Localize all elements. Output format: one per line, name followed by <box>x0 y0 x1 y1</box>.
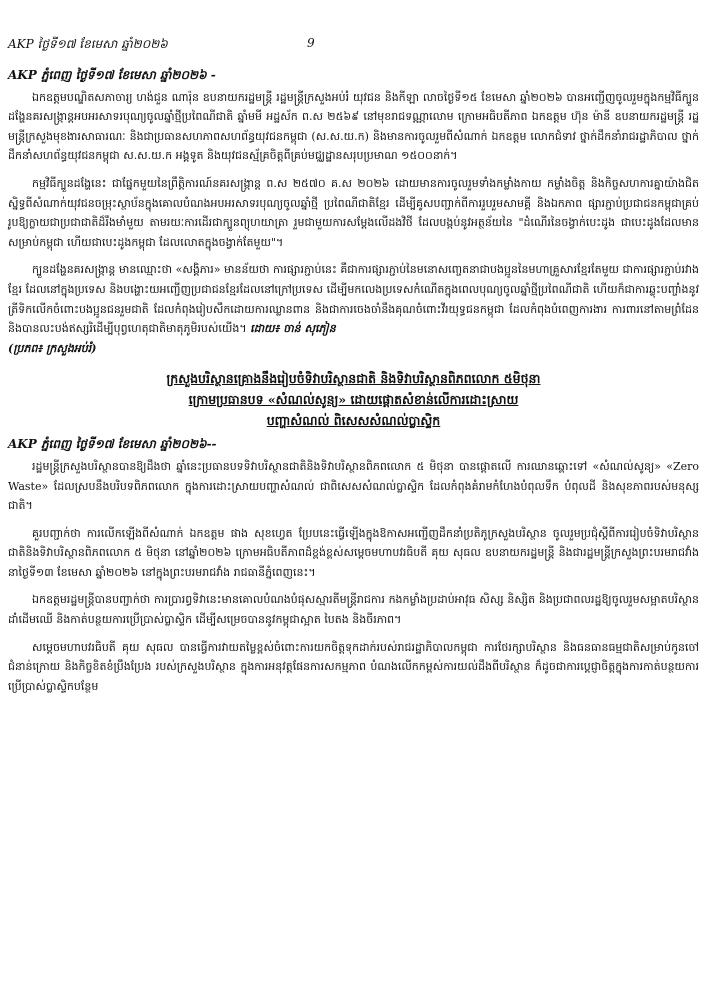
article1-dateline: AKP ភ្នំពេញ ថ្ងៃទី១៧ ខែមេសា ឆ្នាំ២០២៦ - <box>8 68 216 82</box>
article1-paragraph-1: ឯកឧត្តមបណ្ឌិតសភាចារ្យ ហង់ជួន ណារ៉ុន ឧបនាយករដ្ឋមន្ត្រី រដ្ឋមន្ត្រីក្រសួងអប់រំ យុវជន និងកីឡា លាចថ្ងៃទី១៥ ខែមេសា ឆ្នាំ២០២៦ បានអញ្ជើញចូលរួមក្នុងកម្មវិធីក្បួនដង្ហែនគរសង្ក្រាន្តអបអរសាទរបុណ្យចូលឆ្នាំថ្មីប្រពៃណីជាតិ ឆ្នាំមមី អដ្ឋស័ក ព.ស ២៥៦៩ នៅមុខរាជទណ្ណាលោម ក្រោមអធិបតីភាព ឯកឧត្តម ហ៊ុន ម៉ានី ឧបនាយករដ្ឋមន្ត្រី រដ្ឋមន្ត្រីក្រសួងមុខងារសាធារណៈ និងជាប្រធានសហភាពសហព័ន្ធយុវជនកម្ពុជា (ស.ស.យ.ក) និងមានការចូលរួមពីសំណាក់ ឯកឧត្តម លោកជំទាវ ថ្នាក់ដឹកនាំរាជរដ្ឋាភិបាល ថ្នាក់ដឹកនាំសហព័ន្ធយុវជនកម្ពុជា ស.ស.យ.ក អង្គទូត និងយុវជនស្ម័គ្រចិត្តពីគ្រប់មជ្ឈដ្ឋានសរុបប្រមាណ ១៥០០នាក់។ <box>8 90 699 163</box>
article1-credit: ដោយ៖ ចាន់ សុភៀន <box>250 322 336 336</box>
article2-paragraph-4: សម្តេចមហាបវរធិបតី គុយ សុធល បានធ្វើការវាយតម្លៃខ្ពស់ចំពោះការយកចិត្តទុកដាក់របស់រាជរដ្ឋាភិបាលកម្ពុជា ការថែរក្សាបរិស្ថាន និងធនធានធម្មជាតិសម្រាប់កូនចៅជំនាន់ក្រោយ និងកិច្ចខិតខំប្រឹងប្រែង របស់ក្រសួងបរិស្ថាន ក្នុងការអនុវត្តផែនការសកម្មភាព បំណងលើកកម្ពស់ការយល់ដឹងពីបរិស្ថាន ក៏ដូចជាការប្តេជ្ញាចិត្តក្នុងការកាត់បន្ថយការប្រើប្រាស់ប្លាស្ទិកបន្ថែម <box>8 640 699 693</box>
page-number: 9 <box>307 36 315 50</box>
header-dateline: AKP ថ្ងៃទី១៧ ខែមេសា ឆ្នាំ២០២៦ <box>8 37 168 51</box>
article2-paragraph-2: គួរបញ្ជាក់ថា ការលើកឡើងពីសំណាក់ ឯកឧត្តម ផាង សុខហ្វេត ប្រែបនេះធ្វើឡើងក្នុងឱកាសអញ្ជើញដឹកនាំប្រតិភូក្រសួងបរិស្ថាន ចូលរួមប្រជុំស្តីពីការរៀបចំទិវាបរិស្ថានជាតិនិងទិវាបរិស្ថានពិភពលោក ៥ មិថុនា នៅឆ្នាំ២០២៦ ក្រោមអធិបតីភាពដ៏ខ្ពង់ខ្ពស់សម្តេចមហាបវរធិបតី គុយ សុធល ឧបនាយករដ្ឋមន្ត្រី និងជារដ្ឋមន្ត្រីក្រសួងព្រះបរមរាជវាំង នាថ្ងៃទី១៣ ខែមេសា ឆ្នាំ២០២៦ នៅក្នុងព្រះបរមរាជវាំង រាជធានីភ្នំពេញនេះ។ <box>8 526 699 579</box>
article2-headline-line-2: ក្រោមប្រធានបទ «សំណល់សូន្យ» ដោយផ្តោតសំខាន់លើការដោះស្រាយ <box>188 392 519 408</box>
article2-headline <box>8 368 699 431</box>
article1-paragraph-3 <box>8 260 699 358</box>
article2-headline-line-3: បញ្ហាសំណល់ ពិសេសសំណល់ប្លាស្ទិក <box>266 413 441 429</box>
article2-dateline: AKP ភ្នំពេញ ថ្ងៃទី១៧ ខែមេសា ឆ្នាំ២០២៦-- <box>8 437 217 452</box>
article2-paragraph-3: ឯកឧត្តមរដ្ឋមន្ត្រីបានបញ្ជាក់ថា ការប្រារព្ធទិវានេះមានគោលបំណងបំផុសស្មារតីមន្ត្រីរាជការ កងកម្លាំងប្រដាប់អាវុធ សិស្ស និស្សិត និងប្រជាពលរដ្ឋឱ្យចូលរួមសម្អាតបរិស្ថាន ដាំដើមឈើ និងកាត់បន្ថយការប្រើប្រាស់ប្លាស្ទិក ដើម្បីសម្រេចបាននូវកម្ពុជាស្អាត បៃតង និងចីរភាព។ <box>8 593 699 627</box>
article1-paragraph-3-text: ក្បួនដង្ហែនគរសង្ក្រាន្ត មានឈ្មោះថា «សង្គិភារ» មានន័យថា ការផ្សារភ្ជាប់នេះ គឺជាការផ្សារភ្ជាប់នៃមនោសញ្ចេតនាជាបងប្អូននៃមហាគ្រួសារខ្មែរតែមួយ ជាការផ្សារភ្ជាប់រវាងខ្មែរ ដែលនៅក្នុងប្រទេស និងបង្ហោះយអញ្ជើញប្រជាជនខ្មែរដែលនៅក្រៅប្រទេស ដើម្បីមកលេងប្រទេសកំណើតក្នុងពេលបុណ្យចូលឆ្នាំថ្មីប្រពៃណីជាតិ ហើយក៏ជាការឆ្លុះបញ្ចាំងនូវត្រីទិកលើកចំពោះបងប្អូនជនរួមជាតិ ដែលកំពុងរៀបសឹកដោយការឈ្លានពាន និងជាការចេងចាំនឹងគុណចំពោះវីរយុទ្ធជនកម្ពុជា ដែលកំពុងបំពេញការងារ ការពារនៅតាមព្រំដែន និងបានលះបង់ឥស្សរិដើម្បីបុព្វហេតុជាតិមាតុភូមិរបស់យើង។ <box>8 263 699 336</box>
article1-credit-source: (ប្រភព៖ ក្រសួងអប់រំ) <box>8 341 97 355</box>
document-body <box>8 66 699 704</box>
article2-paragraph-1: រដ្ឋមន្ត្រីក្រសួងបរិស្ថានបានឱ្យដឹងថា ឆ្នាំនេះប្រធានបទទិវាបរិស្ថានជាតិនិងទិវាបរិស្ថានពិភពលោក ៥ មិថុនា បានផ្តោតលើ ការឈានឆ្ពោះទៅ «សំណល់សូន្យ» «Zero Waste» ដែលស្របនឹងបរិបទពិភពលោក ក្នុងការដោះស្រាយបញ្ហាសំណល់ ជាពិសេសសំណល់ប្លាស្ទិក ដែលកំពុងគំរាមកំហែងបំពុលទឹក បំពុលដី និងសុខភាពរបស់មនុស្សជាតិ។ <box>8 459 699 513</box>
article1-paragraph-2: កម្មវិធីក្បួនដង្ហែនេះ ជាផ្នែកមួយនៃព្រឹត្តិការណ៍នគរសង្ក្រាន្ត ព.ស ២៥៧០ គ.ស ២០២៦ ដោយមានការចូលរួមទាំងកម្លាំងកាយ កម្លាំងចិត្ត និងកិច្ចសហការគ្នាយ៉ាងជិតស្និទ្ធពីសំណាក់យុវជនចម្រុះស្ថាប័នក្នុងគោលបំណងអបអរសាទរបុណ្យចូលឆ្នាំថ្មី ប្រពៃណីជាតិខ្មែរ ដើម្បីគូសបញ្ជាក់ពីការរួបរួមសាមគ្គី និងឯកភាព ផ្សារភ្ជាប់ប្រជាជនកម្ពុជាគ្រប់រូបឱ្យក្លាយជាប្រជាជាតិដ៏រឹងមាំមួយ តាមរយៈការដើរជាក្បួនព្យុហយាត្រា រួមជាមួយការសម្តែងលើដងវិថី ដែលបង្កប់នូវអត្ថន័យនៃ "ដំណើរនៃចង្វាក់បេះដូង ជាបេះដូងដែលមានសម្រាប់កម្ពុជា ហើយជាបេះដូងកម្ពុជា ដែលលោតក្នុងចង្វាក់តែមួយ"។ <box>8 176 699 249</box>
article2-headline-line-1: ក្រសួងបរិស្ថានគ្រោងនឹងរៀបចំទិវាបរិស្ថានជាតិ និងទិវាបរិស្ថានពិភពលោក ៥មិថុនា <box>166 371 541 387</box>
